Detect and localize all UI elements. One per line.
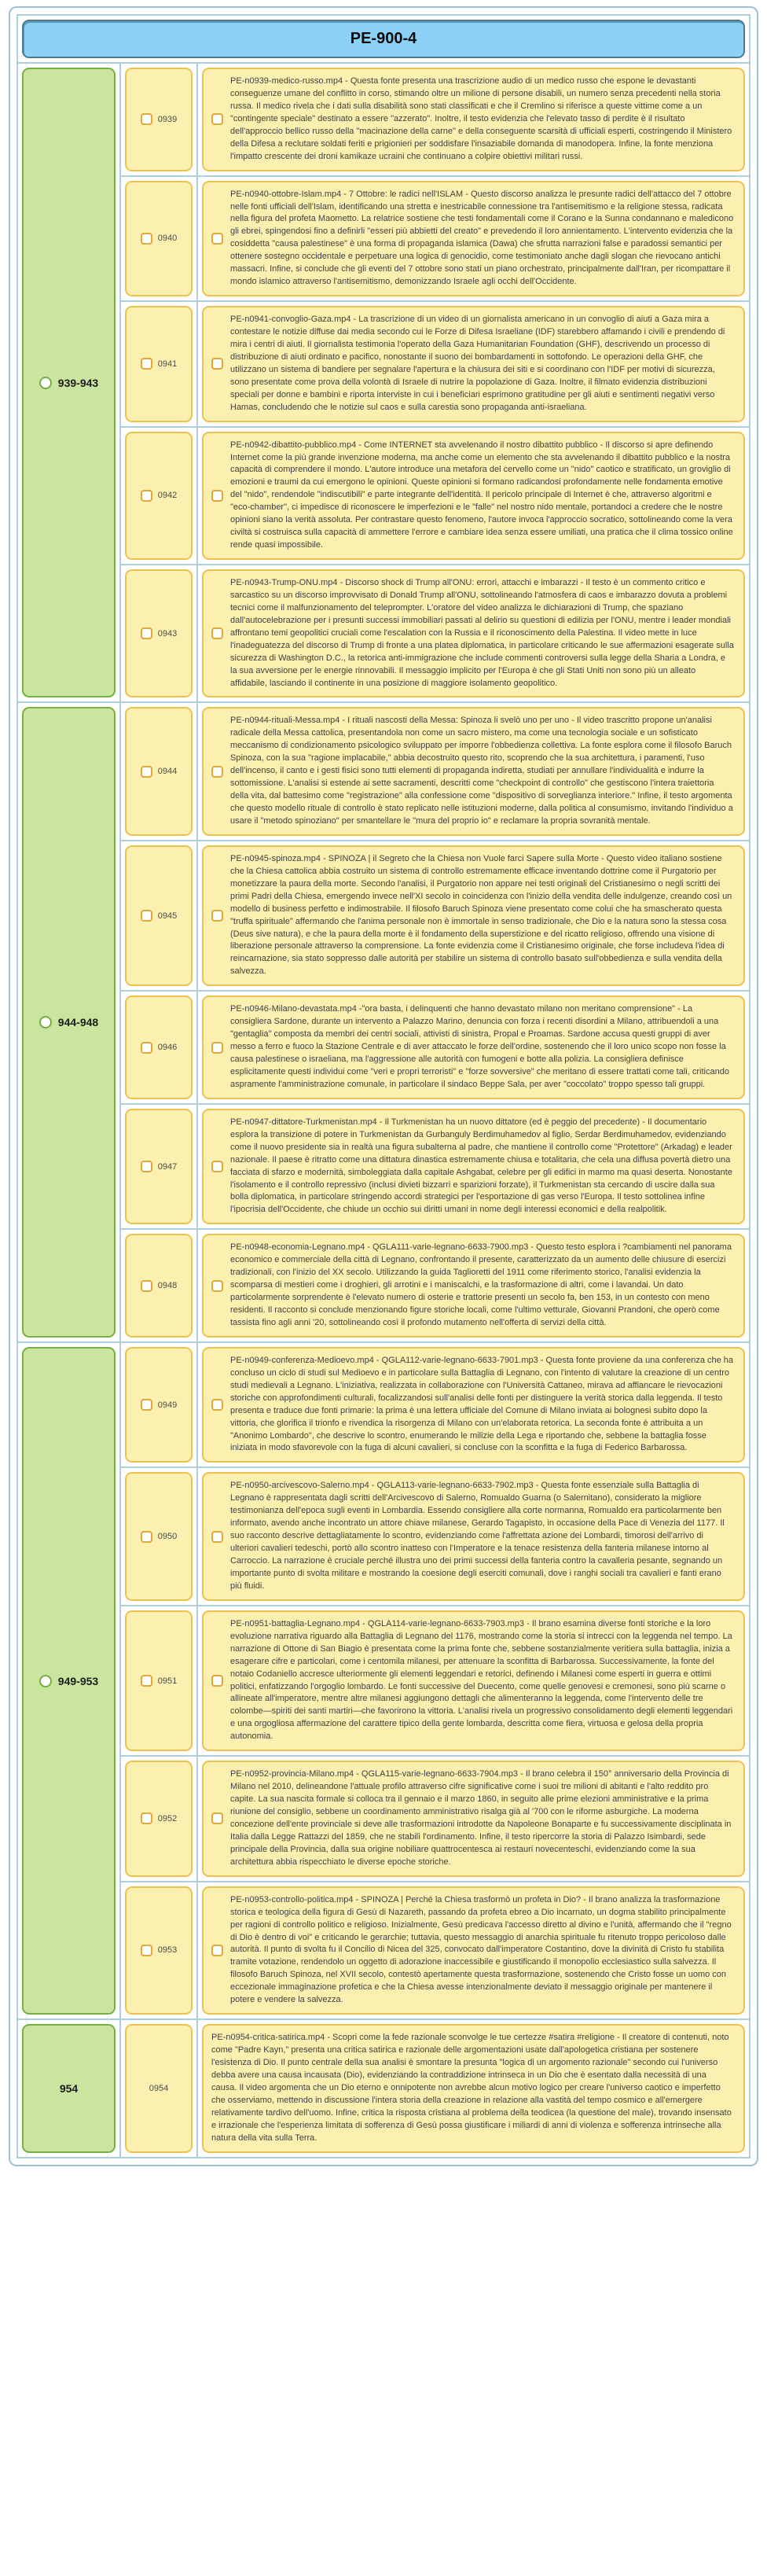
item-description-cell bbox=[198, 1468, 749, 1604]
item-description-text: PE-n0943-Trump-ONU.mp4 - Discorso shock di Trump all'ONU: errori, attacchi e imbarazzi - Il testo è un commento critico e sarcastico su un discorso improvvisato di Donald Trump all'ONU, sottolineando l'atmosfera di caos e imbarazzo dovuta a problemi tecnici come il malfunzionamento del teleprompter. L'oratore del video analizza le dichiarazioni di Trump, che spaziano dall'autocelebrazione per i presunti successi immobiliari passati al delirio su questioni di edilizia per l'ONU, mentre i leader mondiali affrontano temi geopolitici cruciali come l'escalation con la Russia e il riconoscimento della Palestina. Il video mette in luce l'inadeguatezza del discorso di Trump di fronte a una platea diplomatica, in particolare criticando le sue affermazioni esagerate sulla sicurezza di Washington D.C., la retorica anti-immigrazione che include commenti controversi sulla legge della Sharia a Londra, e la sua avversione per le energie rinnovabili. Il messaggio implicito per l'Europa è che gli Stati Uniti non sono più un alleato affidabile, lasciando il continente in una posizione di maggiore isolamento geopolitico. bbox=[230, 578, 734, 688]
content-table bbox=[17, 14, 750, 2158]
item-number: 0943 bbox=[157, 628, 178, 638]
item-number-cell bbox=[121, 1757, 196, 1881]
item-description-box bbox=[202, 1886, 745, 2015]
item-number-checkbox[interactable] bbox=[141, 1042, 152, 1054]
item-number-checkbox[interactable] bbox=[141, 358, 152, 370]
group-range-label: 954 bbox=[59, 2081, 79, 2095]
group-box bbox=[22, 68, 116, 697]
item-description-box bbox=[202, 1472, 745, 1600]
item-description-text: PE-n0940-ottobre-Islam.mp4 - 7 Ottobre: le radici nell'ISLAM - Questo discorso analizza le presunte radici dell'attacco del 7 ottobre nelle fonti ufficiali dell'Islam, identificando una stretta e inestricabile connessione tra l'antisemitismo e la religione stessa, radicata nella figura del profeta Maometto. La relatrice sostiene che testi fondamentali come il Corano e la Sunna condannano e maledicono gli ebrei, spingendosi fino a definirli "esseri più abbietti del creato" e prevedendo il loro annientamento. L'intervento evidenzia che la cosiddetta "causa palestinese" è una forma di propaganda islamica (Dawa) che sfrutta narrazioni false e paradossi semantici per ottenere sostegno occidentale e perpetuare una logica di genocidio, come testimoniato anche dagli slogan che rievocano antichi massacri. Infine, si conclude che gli eventi del 7 ottobre sono stati un piano orchestrato, principalmente dall'Iran, per ricompattare il mondo islamico attraverso l'antisemitismo, demonizzando Israele agli occhi dell'Occidente. bbox=[230, 189, 734, 287]
item-number: 0954 bbox=[149, 2083, 169, 2093]
item-number-cell bbox=[121, 64, 196, 175]
item-number-cell bbox=[121, 1230, 196, 1341]
item-number: 0939 bbox=[157, 114, 178, 124]
page bbox=[0, 6, 767, 2166]
item-description-cell bbox=[198, 428, 749, 564]
item-description-cell bbox=[198, 2020, 749, 2156]
item-number-checkbox[interactable] bbox=[141, 1675, 152, 1687]
item-description-box bbox=[202, 1109, 745, 1225]
group-checkbox[interactable] bbox=[39, 377, 52, 389]
group-cell bbox=[18, 1343, 119, 2018]
item-number-box bbox=[125, 432, 193, 560]
item-description-box bbox=[202, 1610, 745, 1751]
group-cell bbox=[18, 64, 119, 701]
item-description-checkbox[interactable] bbox=[211, 113, 223, 125]
item-description-text: PE-n0953-controllo-politica.mp4 - SPINOZA | Perché la Chiesa trasformò un profeta in Dio? - Il brano analizza la trasformazione storica e teologica della figura di Gesù di Nazareth, passando da profeta ebreo a Dio incarnato, un dogma stabilito principalmente per ragioni di controllo politico e religioso. Inizialmente, Gesù predicava l'accesso diretto al divino e l'unità, affermando che il "regno di Dio è dentro di voi" e criticando le gerarchie; tuttavia, questo messaggio di anarchia spirituale fu ritenuto troppo pericoloso dalle autorità. Il punto di svolta fu il Concilio di Nicea del 325, convocato dall'imperatore Costantino, dove la divinità di Cristo fu stabilita tramite votazione, rendendolo un oggetto di adorazione inaccessibile e giustificando il monopolio ecclesiastico sulla salvezza. Il filosofo Baruch Spinoza, nel XVII secolo, contestò apertamente questa trasformazione, sostenendo che Cristo fosse un uomo con eccezionale immaginazione profetica e che la Chiesa avesse intenzionalmente deviato il messaggio originale per mantenere il potere e vendere la salvezza. bbox=[230, 1894, 732, 2005]
item-number-box bbox=[125, 707, 193, 835]
item-description-box bbox=[202, 2024, 745, 2152]
item-number-checkbox[interactable] bbox=[141, 490, 152, 502]
item-number-box bbox=[125, 1472, 193, 1600]
item-description-box bbox=[202, 845, 745, 986]
item-number-box bbox=[125, 181, 193, 297]
item-description-box bbox=[202, 1761, 745, 1877]
item-number-checkbox[interactable] bbox=[141, 1161, 152, 1172]
item-description-checkbox[interactable] bbox=[211, 1675, 223, 1687]
item-number-box bbox=[125, 1234, 193, 1338]
group-cell bbox=[18, 2020, 119, 2156]
item-number-cell bbox=[121, 703, 196, 839]
item-number-checkbox[interactable] bbox=[141, 766, 152, 778]
item-description-box bbox=[202, 432, 745, 560]
item-description-box bbox=[202, 1234, 745, 1338]
item-description-checkbox[interactable] bbox=[211, 627, 223, 639]
item-description-text: PE-n0942-dibattito-pubblico.mp4 - Come INTERNET sta avvelenando il nostro dibattito pubblico - Il discorso si apre definendo Internet come la più grande invenzione moderna, ma anche come un elemento che sta avvelenando il dibattito pubblico e la nostra capacità di comprendere il mondo. L'autore introduce una metafora del cervello come un "nido" caotico e stratificato, un groviglio di emozioni e traumi da cui emergono le opinioni. Queste opinioni si formano radicandosi profondamente nelle fondamenta emotive del "nido", rendendole "indiscutibili" e parte integrante dell'identità. Il pericolo principale di Internet è che, attraverso algoritmi e "eco-chamber", ci impedisce di riconoscere le imperfezioni e le "falle" nel nostro nido mentale, portandoci a credere che le nostre opinioni siano la verità assoluta. Per contrastare questo fenomeno, l'autore invoca l'approccio socratico, sottolineando come la vera civiltà si costruisca sulla capacità di ammettere l'errore e cambiare idea senza essere umiliati, una pratica che il clima tossico online rende quasi impossibile. bbox=[230, 440, 733, 550]
item-number-box bbox=[125, 1109, 193, 1225]
item-description-cell bbox=[198, 1343, 749, 1467]
item-description-checkbox[interactable] bbox=[211, 1399, 223, 1411]
item-number-cell bbox=[121, 1882, 196, 2018]
item-number: 0940 bbox=[157, 234, 178, 244]
item-description-checkbox[interactable] bbox=[211, 766, 223, 778]
item-description-cell bbox=[198, 302, 749, 426]
group-box bbox=[22, 707, 116, 1337]
item-description-checkbox[interactable] bbox=[211, 1161, 223, 1172]
item-number: 0952 bbox=[157, 1813, 178, 1823]
item-number: 0949 bbox=[157, 1400, 178, 1410]
item-description-checkbox[interactable] bbox=[211, 1280, 223, 1292]
item-description-box bbox=[202, 1347, 745, 1463]
item-number-cell bbox=[121, 1343, 196, 1467]
item-description-cell bbox=[198, 1230, 749, 1341]
item-number-checkbox[interactable] bbox=[141, 1945, 152, 1956]
item-description-box bbox=[202, 68, 745, 171]
item-description-checkbox[interactable] bbox=[211, 910, 223, 922]
item-number: 0948 bbox=[157, 1281, 178, 1291]
table-container bbox=[9, 6, 758, 2166]
item-number: 0945 bbox=[157, 911, 178, 921]
item-description-checkbox[interactable] bbox=[211, 490, 223, 502]
item-number-cell bbox=[121, 2020, 196, 2156]
group-checkbox[interactable] bbox=[39, 1675, 52, 1687]
item-description-cell bbox=[198, 64, 749, 175]
item-number-box bbox=[125, 2024, 193, 2152]
item-description-text: PE-n0944-rituali-Messa.mp4 - I rituali nascosti della Messa: Spinoza li svelò uno per uno - Il video trascritto propone un'analisi radicale della Messa cattolica, presentandola non come un sacro mistero, ma come una tecnologia sociale e un sofisticato meccanismo di condizionamento psicologico sviluppato per imporre l'obbedienza collettiva. La fonte esplora come il filosofo Baruch Spinoza, con la sua "ragione implacabile," abbia decostruito questo rito, scoprendo che la sua architettura, i paramenti, l'uso dell'incenso, il canto e i gesti fisici sono tutti elementi di propaganda indiretta, studiati per annullare l'individualità e indurre la sottomissione. L'analisi si estende ai sette sacramenti, descritti come "checkpoint di controllo" che gestiscono l'intera traiettoria della vita, dal battesimo come "registrazione" alla confessione come "dispositivo di sorveglianza interiore." Infine, il testo argomenta che questo modello rituale di controllo è stato replicato nelle istituzioni moderne, dalla politica al consumismo, invitando l'individuo a usare il "metodo spinoziano" per smantellare le "mura del proprio io" e reclamare la propria sovranità mentale. bbox=[230, 716, 733, 826]
item-number-checkbox[interactable] bbox=[141, 1399, 152, 1411]
item-description-text: PE-n0950-arcivescovo-Salerno.mp4 - QGLA113-varie-legnano-6633-7902.mp3 - Questa fonte essenziale sulla Battaglia di Legnano è rappresentata dagli scritti dell'Arcivescovo di Salerno, Romualdo Guarna (o Salernitano), considerato la migliore testimonianza dell'epoca sugli eventi in Lombardia. Essendo consigliere alla corte normanna, Romualdo era particolarmente ben informato, avendo anche incontrato un attore chiave milanese, Gerardo Tagapisto, in occasione della Pace di Venezia del 1177. Il suo racconto descrive dettagliatamente lo scontro, evidenziando come l'affrettata azione dei Lombardi, timorosi dell'arrivo di ulteriori cavalieri tedeschi, portò allo scontro inatteso con l'Imperatore e la tenace resistenza della fanteria milanese intorno al Carroccio. La narrazione è cruciale perché illustra uno dei primi successi della fanteria contro la cavalleria pesante, segnando un importante punto di svolta militare e mostrando la coesione degli eserciti comunali, dove i ranghi sociali tra cavalieri e fanti erano più fluidi. bbox=[230, 1481, 725, 1591]
item-description-box bbox=[202, 569, 745, 697]
item-number-checkbox[interactable] bbox=[141, 1812, 152, 1824]
item-number-cell bbox=[121, 428, 196, 564]
item-number: 0953 bbox=[157, 1945, 178, 1956]
item-number-box bbox=[125, 1347, 193, 1463]
group-checkbox[interactable] bbox=[39, 1016, 52, 1029]
item-description-cell bbox=[198, 177, 749, 301]
group-range-label: 939-943 bbox=[57, 376, 99, 389]
item-description-text: PE-n0954-critica-satirica.mp4 - Scopri come la fede razionale sconvolge le tue certezze #satira #religione - Il creatore di contenuti, noto come "Padre Kayn," presenta una critica satirica e razionale delle argomentazioni usate dall'apologetica cristiana per sostenere l'esistenza di Dio. Il punto centrale della sua analisi è smontare la presunta "logica di un argomento razionale" secondo cui l'universo debba avere una causa incausata (Dio), evidenziando la contraddizione intrinseca in un Dio che è esentato dalla necessità di una causa. Il video argomenta che un Dio eterno e onnipotente non avrebbe alcun motivo logico per creare l'universo caotico e imperfetto che osserviamo, mettendo in discussione l'intera storia della creazione in relazione alla vastità del tempo cosmico e all'emergere relativamente tardivo dell'uomo. Infine, critica la risposta cristiana al problema della teodicea (la questione del male), trovando insensato e irrazionale che l'esperienza limitata di sofferenza di Gesù possa giustificare i miliardi di anni di violenza e sofferenza intrinseche alla natura della vita sulla Terra. bbox=[211, 2033, 732, 2143]
item-description-text: PE-n0948-economia-Legnano.mp4 - QGLA111-varie-legnano-6633-7900.mp3 - Questo testo esplora i ?cambiamenti nel panorama economico e commerciale della città di Legnano, confrontando il presente, caratterizzato da un aumento delle chiusure di esercizi tradizionali, con l'inizio del XX secolo. Utilizzando la guida Taglioretti del 1911 come riferimento storico, l'analisi evidenzia la scomparsa di mestieri come i droghieri, gli arrotini e i maniscalchi, e la trasformazione di altri, come i lavandai. Un dato particolarmente sorprendente è l'elevato numero di osterie e trattorie presenti un secolo fa, ben 153, in un contesto con meno residenti. Il racconto si conclude menzionando figure storiche locali, come l'ultimo vetturale, Giovanni Prandoni, che operò come tassista fino agli anni '20, sottolineando così il profondo mutamento nell'offerta di servizi della città. bbox=[230, 1242, 732, 1327]
item-number-checkbox[interactable] bbox=[141, 910, 152, 922]
item-description-cell bbox=[198, 1757, 749, 1881]
item-number: 0941 bbox=[157, 359, 178, 369]
item-description-checkbox[interactable] bbox=[211, 1531, 223, 1543]
item-description-text: PE-n0941-convoglio-Gaza.mp4 - La trascrizione di un video di un giornalista americano in un convoglio di aiuti a Gaza mira a contestare le notizie diffuse dai media secondo cui le Forze di Difesa Israeliane (IDF) starebbero affamando i civili e prendendo di mira i centri di aiuti. Il giornalista testimonia l'operato della Gaza Humanitarian Foundation (GHF), descrivendo un processo di distribuzione di aiuti ordinato e pacifico, nonostante il suono dei bombardamenti in sottofondo. Le operazioni della GHF, che utilizzano un sistema di bandiere per segnalare l'apertura e la chiusura dei siti e si coordinano con l'IDF per motivi di sicurezza, sono presentate come prova della volontà di Israele di nutrire la popolazione di Gaza. Inoltre, il filmato evidenzia distribuzioni speciali per donne e bambini e riporta interviste in cui i beneficiari esprimono gratitudine per gli aiuti e sentimenti negativi verso Hamas, concludendo che le notizie sul caos e sulla carestia sono propaganda anti-israeliana. bbox=[230, 315, 725, 412]
item-number-box bbox=[125, 68, 193, 171]
item-number-box bbox=[125, 1761, 193, 1877]
item-description-box bbox=[202, 181, 745, 297]
item-number-box bbox=[125, 845, 193, 986]
group-box bbox=[22, 2024, 116, 2152]
item-description-checkbox[interactable] bbox=[211, 233, 223, 245]
item-number-box bbox=[125, 306, 193, 422]
item-description-box bbox=[202, 995, 745, 1099]
item-number-box bbox=[125, 1610, 193, 1751]
item-number-box bbox=[125, 569, 193, 697]
group-range-label: 944-948 bbox=[57, 1016, 99, 1029]
item-number-cell bbox=[121, 841, 196, 990]
item-number-box bbox=[125, 995, 193, 1099]
item-number-cell bbox=[121, 177, 196, 301]
item-number-box bbox=[125, 1886, 193, 2015]
item-description-cell bbox=[198, 565, 749, 701]
item-number: 0947 bbox=[157, 1161, 178, 1172]
item-description-checkbox[interactable] bbox=[211, 1042, 223, 1054]
item-description-text: PE-n0939-medico-russo.mp4 - Questa fonte presenta una trascrizione audio di un medico russo che espone le devastanti conseguenze umane del conflitto in corso, stimando oltre un milione di persone disabili, un numero senza precedenti nella storia russa. Il medico rivela che i dati sulla disabilità sono stati classificati e che il Cremlino si riferisce a queste vittime come a un "contingente speciale" destinato a essere "azzerato". Inoltre, il testo evidenzia che l'elevato tasso di perdite è il risultato dell'approccio bellico russo della "macinazione della carne" e della conseguente scarsità di ufficiali esperti, costringendo il Ministero della Difesa a reclutare soldati feriti e prigionieri per soddisfare l'insaziabile domanda di manodopera. Infine, la fonte menziona l'impatto crescente dei droni kamikaze ucraini che continuano a colpire obiettivi militari russi. bbox=[230, 76, 732, 161]
group-range-label: 949-953 bbox=[57, 1674, 99, 1687]
item-description-text: PE-n0952-provincia-Milano.mp4 - QGLA115-varie-legnano-6633-7904.mp3 - Il brano celebra il 150° anniversario della Provincia di Milano nel 2010, delineandone l'attuale profilo attraverso cifre significative come i suoi tre milioni di abitanti e l'alto reddito pro capite. La sua nascita formale si colloca tra il gennaio e il marzo 1860, in seguito alle prime elezioni amministrative e la prima riunione del consiglio, sebbene un coordinamento amministrativo risalga già al '700 con le riforme asburgiche. La moderna concezione dell'ente provinciale si deve alle trasformazioni introdotte da Napoleone Bonaparte e fu successivamente disciplinata in Italia dalla Legge Rattazzi del 1859, che ne stabilì l'ordinamento. Infine, il testo ripercorre la storia di Palazzo Isimbardi, sede principale della Provincia, dalla sua origine nobiliare quattrocentesca ai restauri novecenteschi, evidenziando come la sua architettura abbia rispecchiato le diverse epoche storiche. bbox=[230, 1769, 732, 1867]
item-number-checkbox[interactable] bbox=[141, 233, 152, 245]
header-cell bbox=[18, 16, 749, 62]
group-box bbox=[22, 1347, 116, 2015]
item-description-box bbox=[202, 306, 745, 422]
item-number: 0951 bbox=[157, 1676, 178, 1686]
item-number-cell bbox=[121, 1606, 196, 1755]
item-number: 0950 bbox=[157, 1532, 178, 1542]
item-description-cell bbox=[198, 1606, 749, 1755]
item-description-cell bbox=[198, 703, 749, 839]
item-number-checkbox[interactable] bbox=[141, 1531, 152, 1543]
item-number-checkbox[interactable] bbox=[141, 1280, 152, 1292]
item-description-text: PE-n0949-conferenza-Medioevo.mp4 - QGLA112-varie-legnano-6633-7901.mp3 - Questa fonte proviene da una conferenza che ha concluso un ciclo di studi sul Medioevo e in particolare sulla Battaglia di Legnano, con l'intento di valutare la creazione di un centro studi medievali a Legnano. L'iniziativa, realizzata in collaborazione con l'Università Cattaneo, mirava ad affiancare le rievocazioni storiche con approfondimenti culturali, focalizzandosi sull'analisi delle fonti per distinguere la verità storica dalla leggenda. Il testo presenta e traduce due fonti primarie: la prima è una lettera ufficiale del Comune di Milano inviata ai bolognesi subito dopo la vittoria, che glorifica il trionfo e rivendica la risorgenza di Milano con un'elaborata retorica. La seconda fonte è attribuita a un "Anonimo Lombardo", che descrive lo scontro, enumerando le milizie della Lega e riportando che, sebbene la battaglia fosse iniziata in modo sfavorevole con la fuga di alcuni cavalieri, si concluse con la sconfitta e la fuga di Federico Barbarossa. bbox=[230, 1355, 734, 1453]
item-number-cell bbox=[121, 302, 196, 426]
item-number: 0944 bbox=[157, 767, 178, 777]
item-number: 0946 bbox=[157, 1043, 178, 1053]
item-description-checkbox[interactable] bbox=[211, 1945, 223, 1956]
item-description-text: PE-n0945-spinoza.mp4 - SPINOZA | il Segreto che la Chiesa non Vuole farci Sapere sulla Morte - Questo video italiano sostiene che la Chiesa cattolica abbia costruito un sistema di controllo estremamente efficace inventando dottrine come il Purgatorio per monetizzare la paura della morte. Secondo l'analisi, il Purgatorio non appare nei testi originali del Cristianesimo o negli scritti dei primi Padri della Chiesa, emergendo invece nell'XI secolo in coincidenza con l'inizio della vendita delle indulgenze, creando così un modello di business perfetto e indimostrabile. Il filosofo Baruch Spinoza viene presentato come colui che ha smascherato questa "truffa spirituale" affermando che l'anima personale non è immortale in senso tradizionale, che Dio e la natura sono la stessa cosa (Deus sive natura), e che la paura della morte è il fondamento della superstizione e del ricatto religioso, offrendo una visione di liberazione personale attraverso la comprensione. La fonte evidenzia come il Cristianesimo originale, che forse includeva l'idea di reincarnazione, sia stato soppresso dalle autorità per stabilire un sistema di controllo basato sull'obbedienza e sulla vendita della salvezza. bbox=[230, 853, 732, 977]
item-description-box bbox=[202, 707, 745, 835]
item-number-checkbox[interactable] bbox=[141, 113, 152, 125]
item-number-checkbox[interactable] bbox=[141, 627, 152, 639]
item-number-cell bbox=[121, 1105, 196, 1229]
page-title: PE-900-4 bbox=[22, 20, 745, 58]
item-number-cell bbox=[121, 1468, 196, 1604]
item-description-cell bbox=[198, 841, 749, 990]
group-cell bbox=[18, 703, 119, 1341]
item-description-cell bbox=[198, 1882, 749, 2018]
item-description-text: PE-n0951-battaglia-Legnano.mp4 - QGLA114-varie-legnano-6633-7903.mp3 - Il brano esamina diverse fonti storiche e la loro evoluzione narrativa riguardo alla Battaglia di Legnano del 1176, mostrando come la storia si intrecci con la leggenda nel tempo. La narrazione di Ottone di San Biagio è presentata come la prima fonte che, sebbene sostanzialmente veritiera sulla battaglia, inizia a esagerare cifre e particolari, come i centomila milanesi, per attenuare la sconfitta di Barbarossa. Successivamente, la fonte del notaio Codaniello accresce ulteriormente gli elementi leggendari e retorici, definendo i Milanesi come esperti in guerra e ottimi politici, enfatizzando l'orgoglio lombardo. Le fonti successive del Duecento, come quelle genovesi e cremonesi, sono più scarne o allineate all'imperatore, mentre altre milanesi aggiungono dettagli che alimenteranno la leggenda, come l'intervento delle tre colombe—spiriti dei santi martiri—che favorirono la vittoria. L'analisi rivela un progressivo consolidamento degli elementi leggendari e una orgogliosa affermazione del carattere tipico della gente lombarda, descritta come fiera, virtuosa e gelosa della propria autonomia. bbox=[230, 1618, 733, 1742]
item-description-cell bbox=[198, 1105, 749, 1229]
item-description-checkbox[interactable] bbox=[211, 358, 223, 370]
item-description-checkbox[interactable] bbox=[211, 1812, 223, 1824]
item-number-cell bbox=[121, 565, 196, 701]
item-description-text: PE-n0947-dittatore-Turkmenistan.mp4 - Il Turkmenistan ha un nuovo dittatore (ed è peggio del precedente) - Il documentario esplora la transizione di potere in Turkmenistan da Gurbanguly Berdimuhamedov al figlio, Serdar Berdimuhamedov, evidenziando come il nuovo presidente sia in realtà una figura subalterna al padre, che mantiene il controllo come "Protettore" (Arkadag) e leader nazionale. Il paese è ritratto come una dittatura dinastica estremamente chiusa e totalitaria, che cela una diffusa povertà dietro una facciata di sfarzo e modernità, simboleggiata dalla capitale Ashgabat, celebre per gli edifici in marmo ma quasi deserta. Nonostante l'isolamento e il controllo repressivo (inclusi divieti bizzarri e sparizioni forzate), il Turkmenistan sta cercando di uscire dalla sua bolla diplomatica, in particolare stringendo accordi strategici per l'esportazione di gas verso l'Europa. Il testo sottolinea infine l'ipocrisia dell'Occidente, che chiude un occhio sui diritti umani in nome degli interessi economici e della realpolitik. bbox=[230, 1117, 732, 1215]
item-number-cell bbox=[121, 992, 196, 1103]
item-description-text: PE-n0946-Milano-devastata.mp4 -"ora basta, i delinquenti che hanno devastato milano non meritano comprensione" - La consigliera Sardone, durante un intervento a Palazzo Marino, denuncia con forza i recenti disordini a Milano, attribuendoli a una "gentaglia" composta da membri dei centri sociali, attivisti di sinistra, Propal e Proamas. Sardone accusa questi gruppi di aver messo a ferro e fuoco la Stazione Centrale e di aver attaccato le forze dell'ordine, sostenendo che il loro unico scopo non fosse la causa palestinese o israeliana, ma l'aggressione alle autorità con fumogeni e botte alla polizia. La consigliera definisce esplicitamente questi individui come "veri e propri terroristi" e "forze sovversive" che meritano di essere trattati come tali, criticando aspramente l'amministrazione comunale, in particolare il sindaco Beppe Sala, per aver "coccolato" troppo spesso tali gruppi. bbox=[230, 1004, 729, 1089]
item-description-cell bbox=[198, 992, 749, 1103]
item-number: 0942 bbox=[157, 491, 178, 501]
